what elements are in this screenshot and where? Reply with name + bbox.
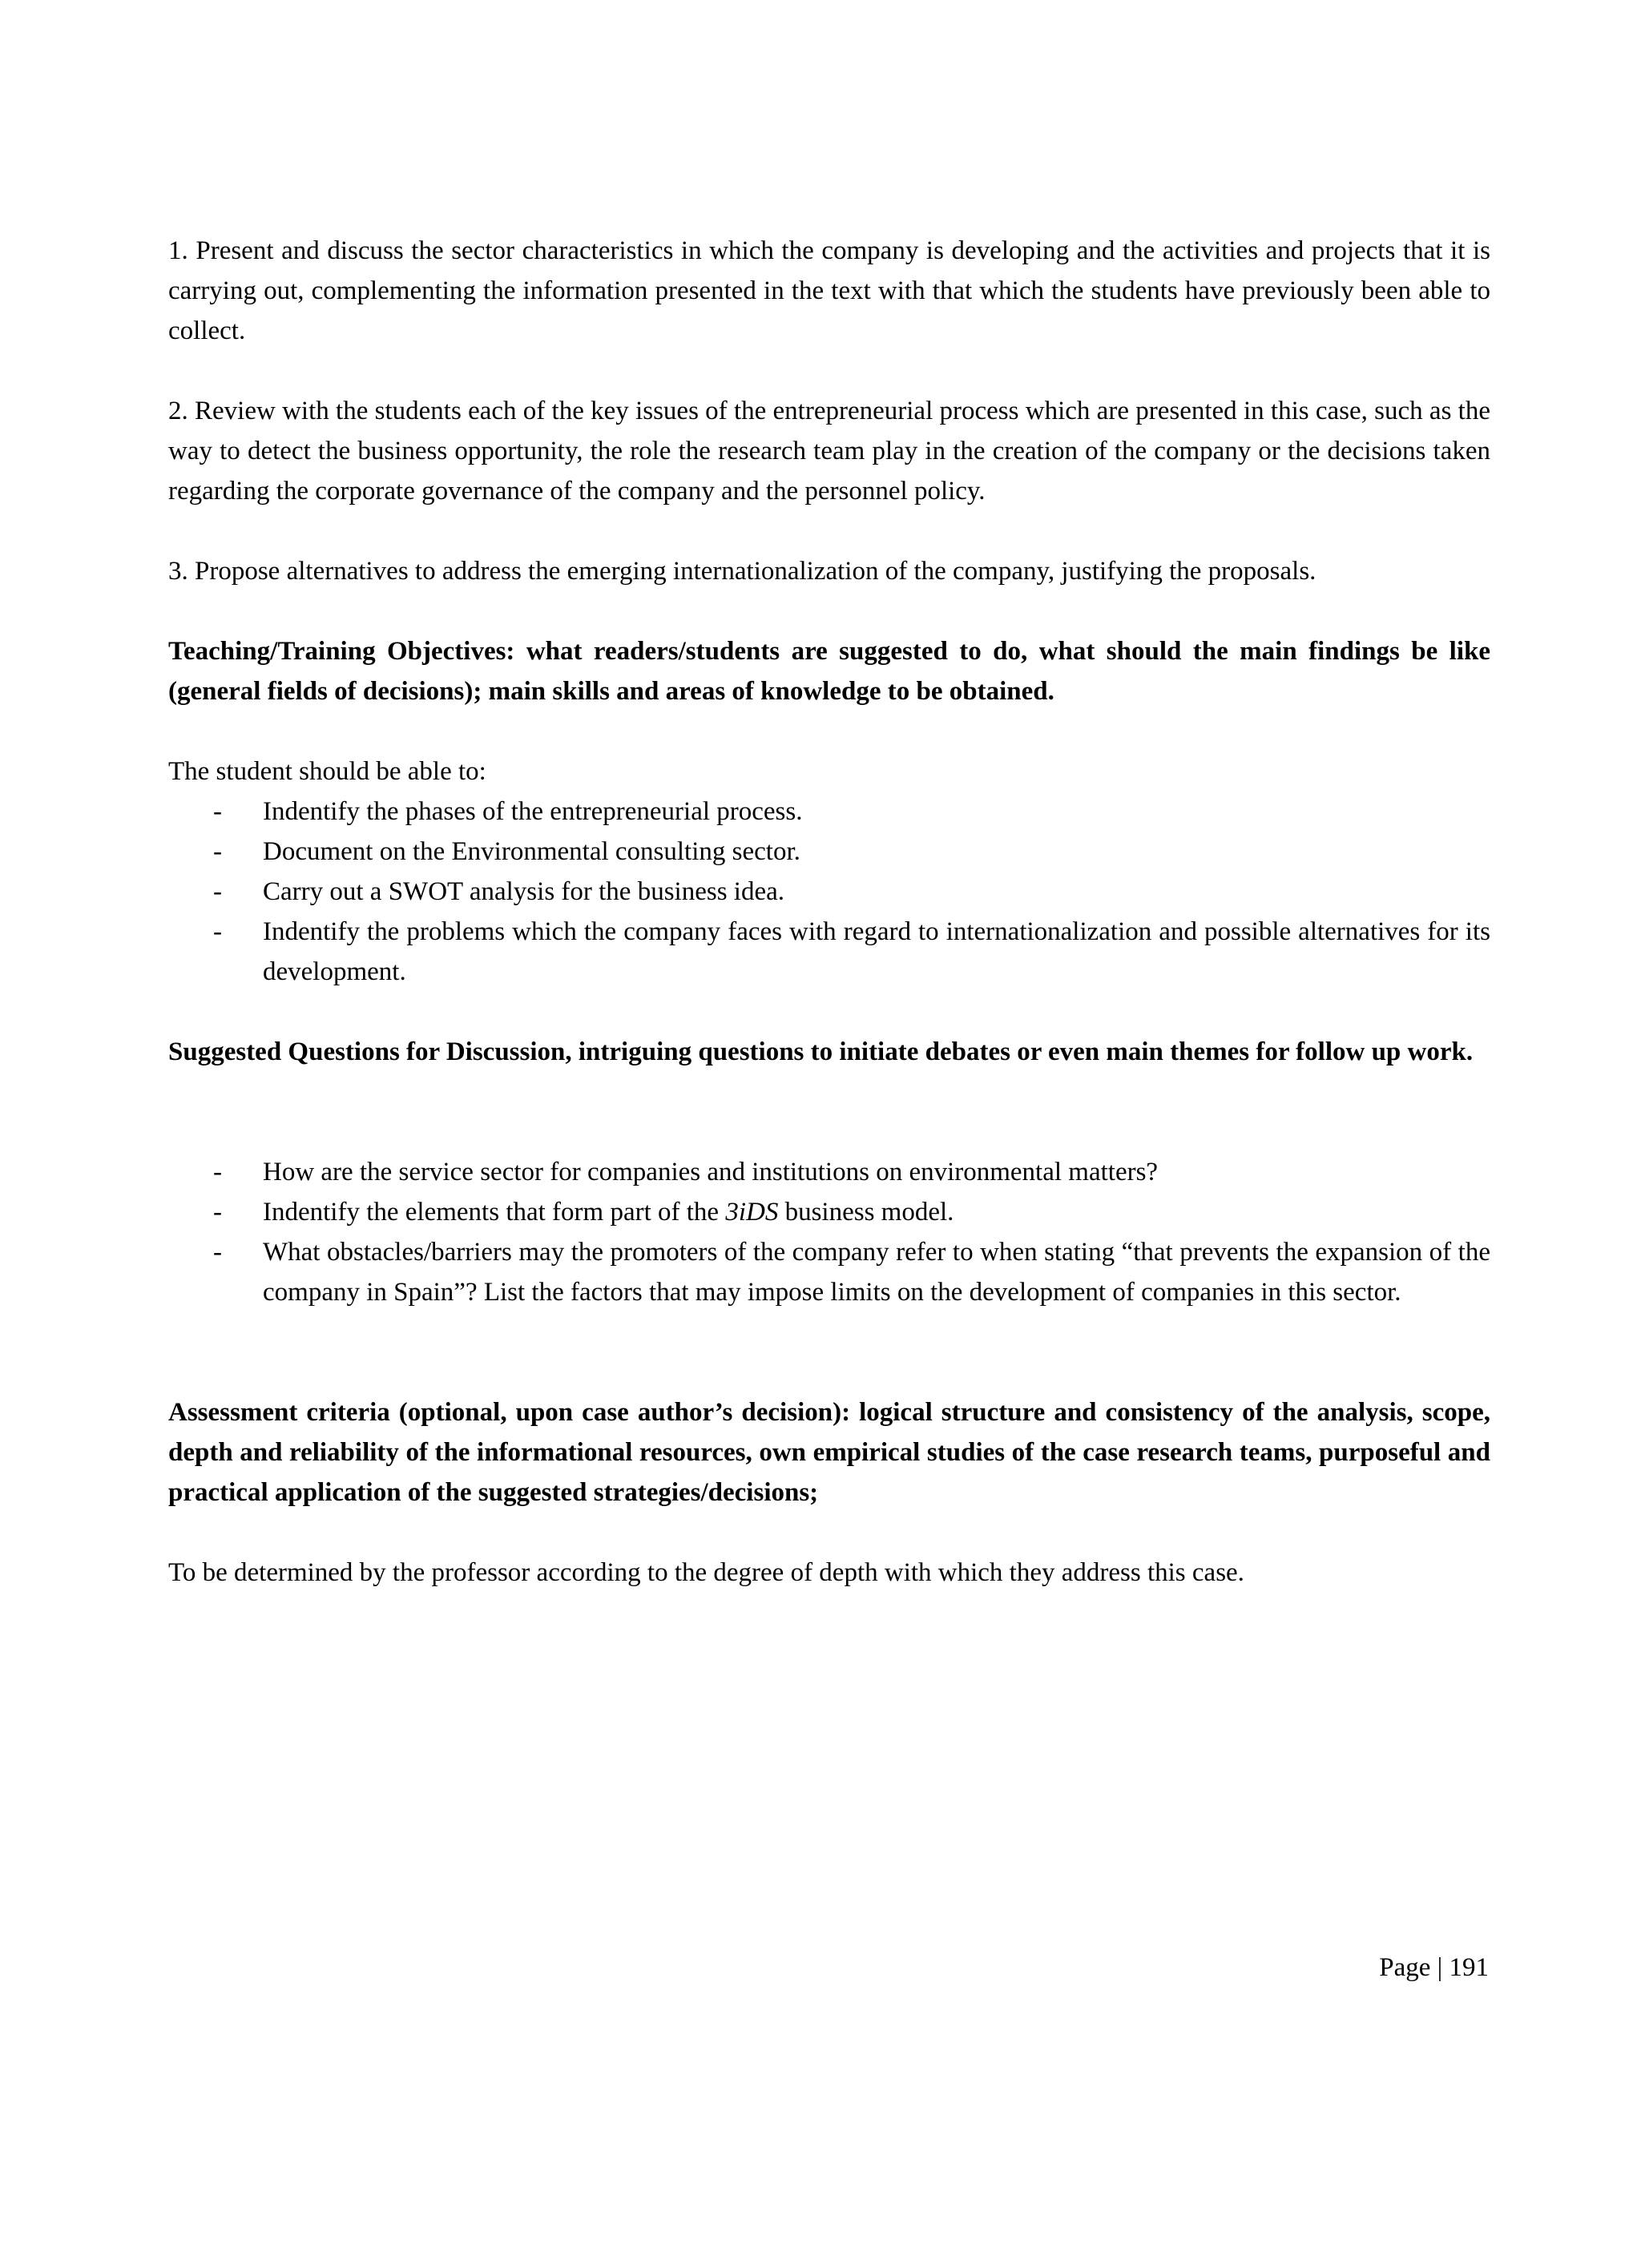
list-item-text: Indentify the problems which the company faces with regard to internationalization and possible alternatives for its development.: [263, 917, 1490, 986]
list-item: [168, 832, 1490, 872]
bullet-dash: -: [213, 877, 222, 906]
list-item-text-start: Indentify the elements that form part of the: [263, 1198, 726, 1227]
list-item-text: Carry out a SWOT analysis for the business idea.: [263, 877, 785, 906]
list-item-text-end: business model.: [778, 1198, 954, 1227]
bullet-dash: -: [213, 917, 222, 946]
objectives-list: [168, 792, 1490, 992]
list-item: [168, 1192, 1490, 1232]
company-name-italic: 3iDS: [725, 1198, 779, 1227]
assessment-heading: Assessment criteria (optional, upon case author’s decision): logical structure and consistency of the analysis, scope, depth and reliability of the informational resources, own empirical studies of the case research teams, purposeful and practical application of the suggested strategies/decisions;: [168, 1398, 1490, 1507]
paragraph-2: 2. Review with the students each of the key issues of the entrepreneurial process which are presented in this case, such as the way to detect the business opportunity, the role the research team play in the creation of the company or the decisions taken regarding the corporate governance of the company and the personnel policy.: [168, 397, 1490, 506]
teaching-objectives-heading: Teaching/Training Objectives: what readers/students are suggested to do, what should the main findings be like (general fields of decisions); main skills and areas of knowledge to be obtained.: [168, 637, 1490, 706]
list-item-text: How are the service sector for companies and institutions on environmental matters?: [263, 1158, 1159, 1186]
bullet-dash: -: [213, 797, 222, 826]
discussion-heading: Suggested Questions for Discussion, intriguing questions to initiate debates or even main themes for follow up work.: [168, 1037, 1474, 1066]
list-item-text: Document on the Environmental consulting sector.: [263, 837, 800, 866]
paragraph-3: 3. Propose alternatives to address the emerging internationalization of the company, justifying the proposals.: [168, 557, 1316, 586]
list-item: [168, 872, 1490, 912]
assessment-text: To be determined by the professor according to the degree of depth with which they address this case.: [168, 1558, 1244, 1587]
discussion-list: [168, 1152, 1490, 1312]
paragraph-1: 1. Present and discuss the sector characteristics in which the company is developing and the activities and projects that it is carrying out, complementing the information presented in the text with that which the students have previously been able to collect.: [168, 236, 1490, 345]
list-item: [168, 912, 1490, 992]
bullet-dash: -: [213, 1198, 222, 1227]
list-item: [168, 1152, 1490, 1192]
list-item: [168, 1232, 1490, 1312]
bullet-dash: -: [213, 837, 222, 866]
bullet-dash: -: [213, 1238, 222, 1267]
student-intro: The student should be able to:: [168, 757, 486, 786]
list-item-text: What obstacles/barriers may the promoters of the company refer to when stating “that prevents the expansion of the company in Spain”? List the factors that may impose limits on the development of companies in this sector.: [263, 1238, 1490, 1307]
page-number: Page | 191: [1379, 1953, 1489, 1982]
bullet-dash: -: [213, 1158, 222, 1186]
list-item-text: Indentify the phases of the entrepreneurial process.: [263, 797, 803, 826]
list-item: [168, 792, 1490, 832]
